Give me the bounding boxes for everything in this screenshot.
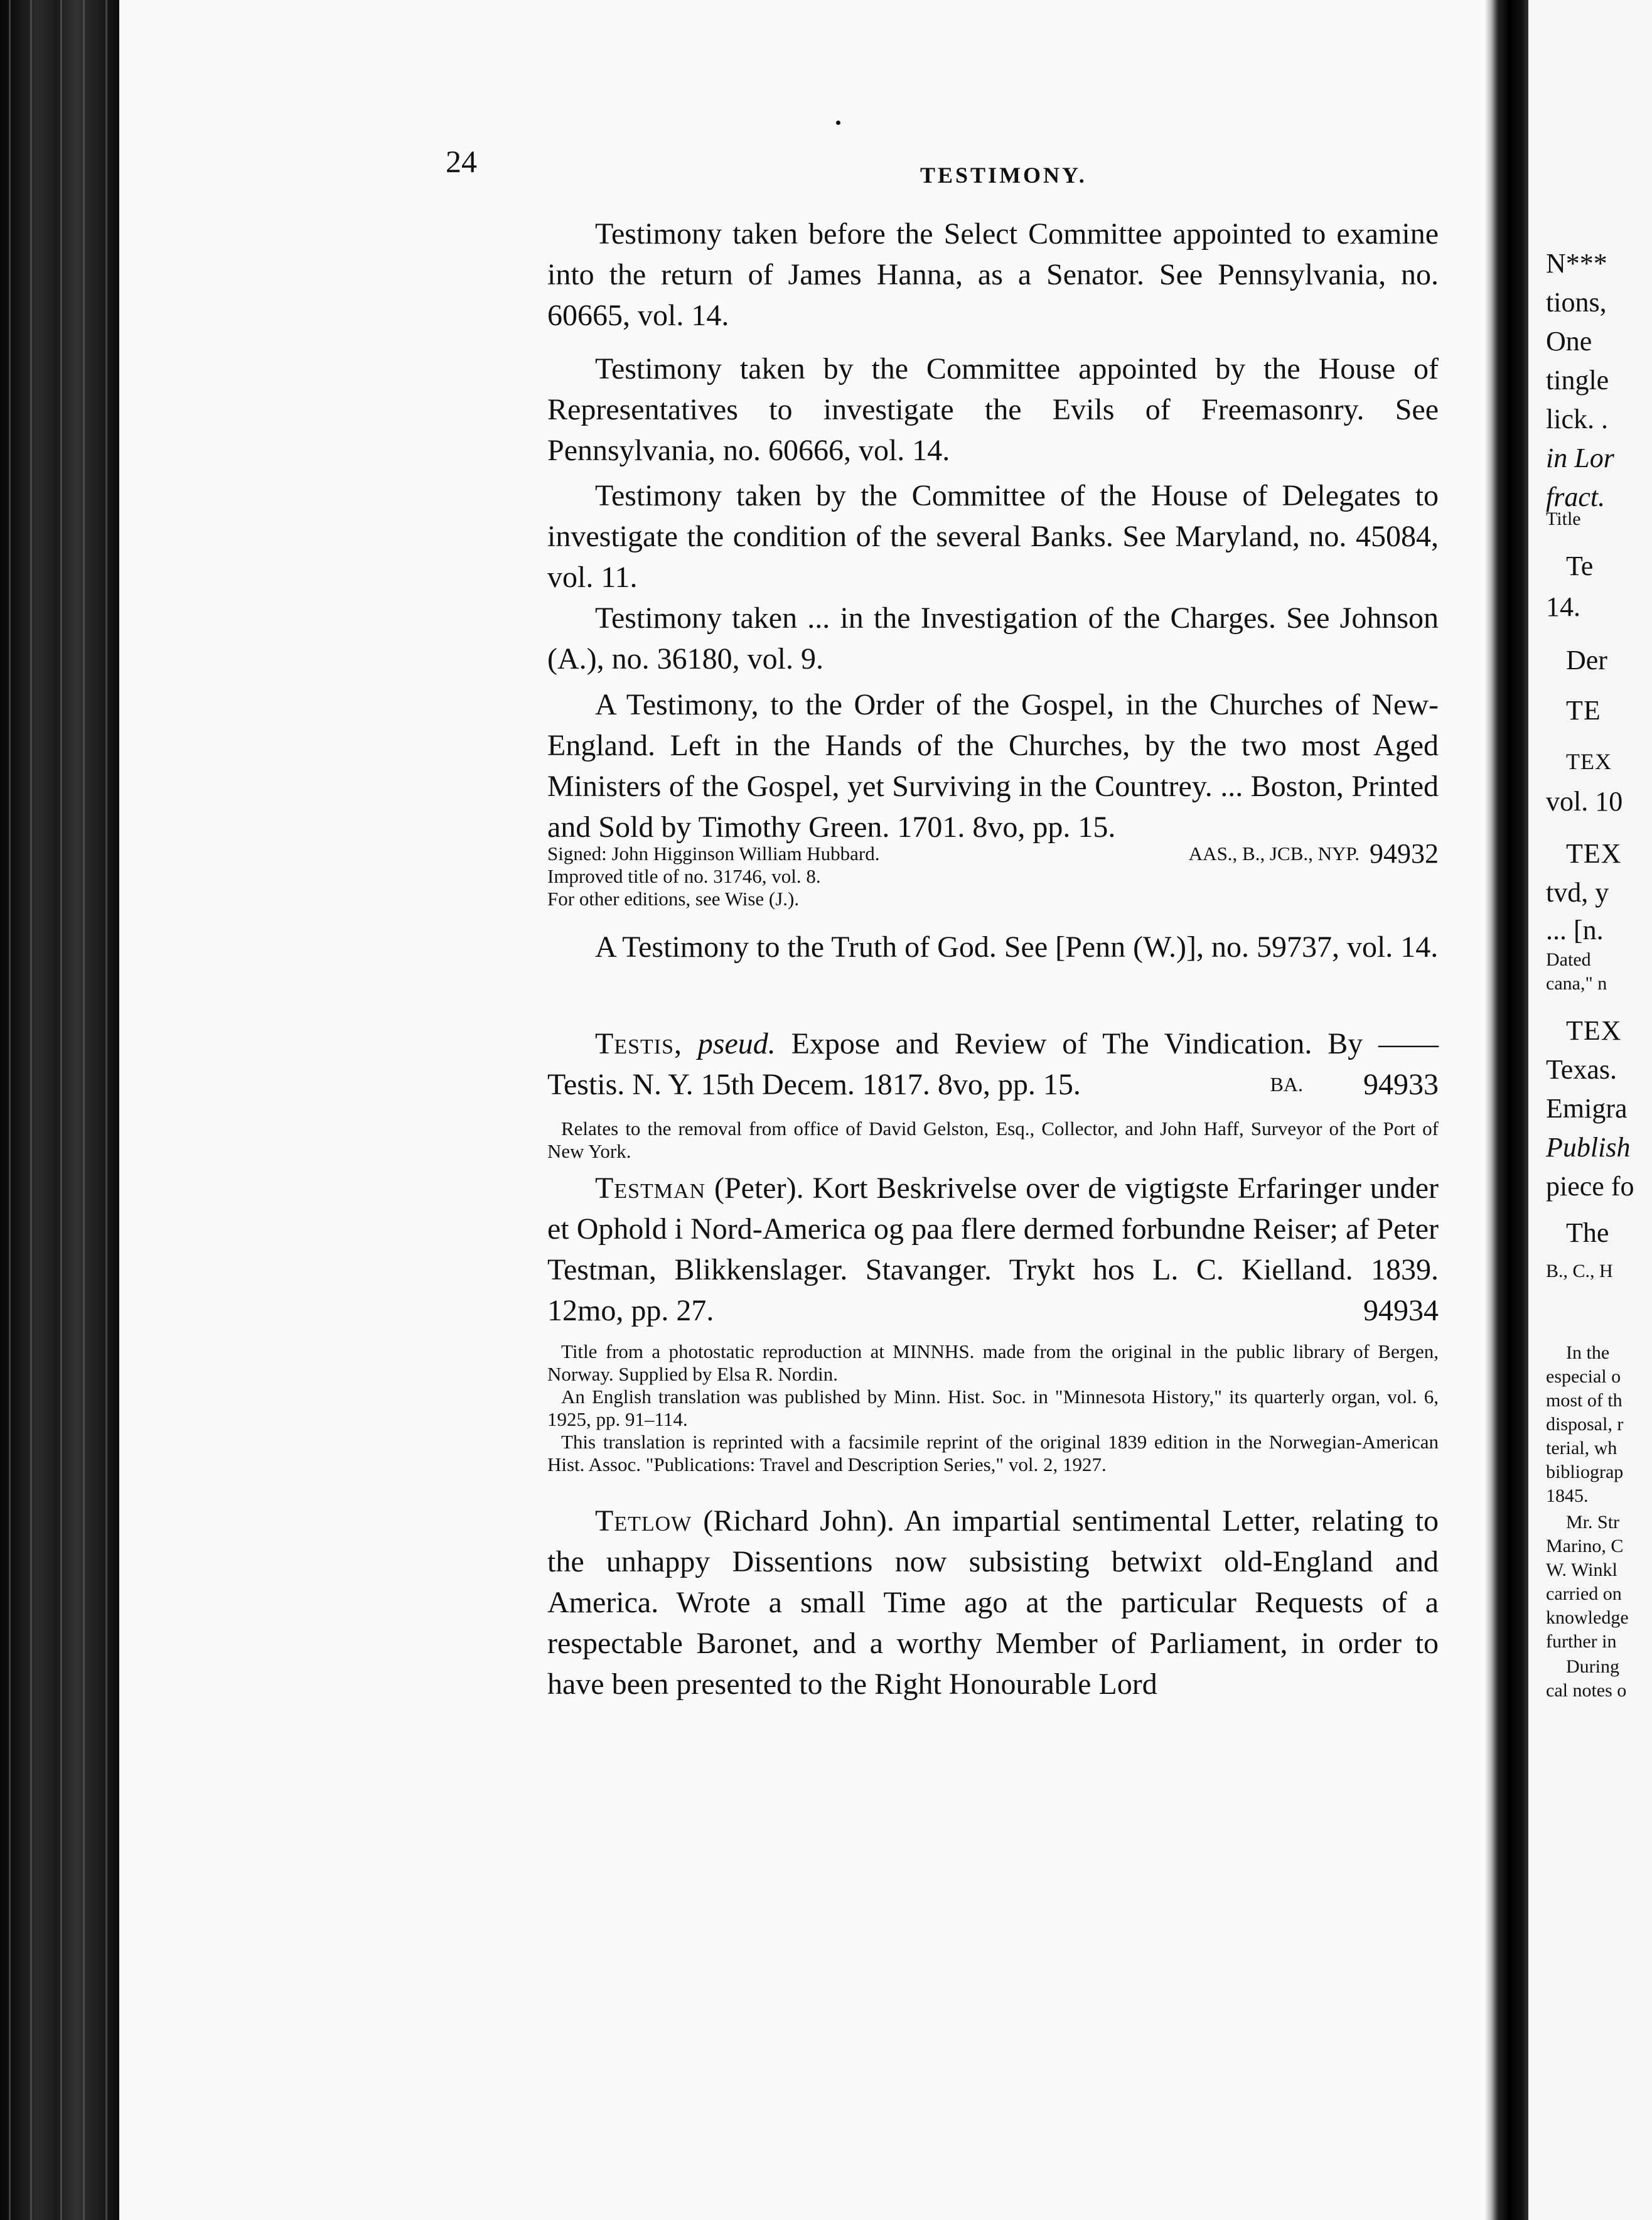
- ink-dot: [836, 121, 840, 125]
- entry-number: 94934: [1363, 1294, 1439, 1327]
- entry-heading: Testman: [595, 1172, 706, 1205]
- entry-text: Testimony taken before the Select Committee appointed to examine into the return of James Hanna, as a Senator. See Pennsylvania, no. 60665, vol. 14.: [547, 217, 1439, 332]
- facing-page-line: 14.: [1546, 591, 1580, 622]
- facing-page-line: TE: [1566, 695, 1601, 726]
- page-gutter: [1484, 0, 1528, 2220]
- entry-notes: [547, 838, 1439, 910]
- entry-text: Expose and Review of The Vindication. By —— Testis. N. Y. 15th Decem. 1817. 8vo, pp. 15.: [547, 1027, 1439, 1101]
- entry-qualifier: pseud.: [697, 1027, 776, 1060]
- facing-page-line: W. Winkl: [1546, 1560, 1617, 1580]
- note-line: An English translation was published by Minn. Hist. Soc. in "Minnesota History," its quarterly organ, vol. 6, 1925, pp. 91–114.: [547, 1386, 1439, 1430]
- bibliography-entry: [547, 213, 1439, 336]
- facing-page-line: In the: [1566, 1342, 1610, 1363]
- facing-page-line: One: [1546, 326, 1592, 357]
- facing-page-line: knowledge: [1546, 1607, 1629, 1628]
- facing-page-line: Marino, C: [1546, 1536, 1624, 1556]
- facing-page-line: vol. 10: [1546, 786, 1623, 817]
- facing-page-line: cana," n: [1546, 973, 1607, 994]
- note-signed: Signed: John Higginson William Hubbard.: [547, 843, 880, 865]
- entry-text: (Peter). Kort Beskrivelse over de vigtigste Erfaringer under et Ophold i Nord-America og paa flere dermed forbundne Reiser; af Peter Testman, Blikkenslager. Stavanger. Trykt hos L. C. Kielland. 1839. 12mo, pp. 27.: [547, 1172, 1439, 1327]
- entry-text: Testimony taken by the Committee of the House of Delegates to investigate the condition of the several Banks. See Maryland, no. 45084, vol. 11.: [547, 479, 1439, 594]
- note-line: For other editions, see Wise (J.).: [547, 888, 800, 910]
- bibliography-entry: [547, 475, 1439, 598]
- note-line: Title from a photostatic reproduction at MINNHS. made from the original in the public library of Bergen, Norway. Supplied by Elsa R. Nordin.: [547, 1340, 1439, 1385]
- facing-page-line: further in: [1546, 1631, 1617, 1652]
- facing-page-line: tingle: [1546, 365, 1609, 396]
- bibliography-entry: [547, 1501, 1439, 1705]
- facing-page-line: tvd, y: [1546, 877, 1609, 908]
- facing-page-line: TEX: [1566, 838, 1622, 869]
- entry-locations: BA.: [1270, 1073, 1303, 1096]
- facing-page-line: TEX: [1566, 749, 1612, 774]
- facing-page-line: B., C., H: [1546, 1261, 1613, 1281]
- entry-text: Testimony taken by the Committee appointed by the House of Representatives to investigate the Evils of Freemasonry. See Pennsylvania, no. 60666, vol. 14.: [547, 352, 1439, 467]
- facing-page-line: Title: [1546, 509, 1581, 529]
- facing-page-line: fract.: [1546, 482, 1606, 512]
- note-line: Relates to the removal from office of David Gelston, Esq., Collector, and John Haff, Surveyor of the Port of New York.: [547, 1118, 1439, 1162]
- entry-locations: AAS., B., JCB., NYP.: [1188, 843, 1360, 865]
- bibliography-entry: [547, 598, 1439, 679]
- facing-page-line: The: [1566, 1217, 1609, 1248]
- page-number: 24: [446, 144, 477, 179]
- facing-page-line: tions,: [1546, 287, 1607, 318]
- facing-page-fragment: [1528, 0, 1652, 2220]
- facing-page-line: Der: [1566, 645, 1607, 676]
- bibliography-entry: [547, 348, 1439, 471]
- facing-page-line: TEX: [1566, 1015, 1622, 1046]
- entry-text: A Testimony, to the Order of the Gospel, in the Churches of New-England. Left in the Hands of the Churches, by the two most Aged Ministers of the Gospel, yet Surviving in the Countrey. ... Boston, Printed and Sold by Timothy Green. 1701. 8vo, pp. 15.: [547, 688, 1439, 844]
- entry-number: 94932: [1370, 838, 1439, 869]
- facing-page-line: especial o: [1546, 1366, 1621, 1387]
- facing-page-line: carried on: [1546, 1583, 1622, 1604]
- facing-page-line: Te: [1566, 551, 1594, 581]
- bibliography-entry: [547, 927, 1439, 967]
- facing-page-line: cal notes o: [1546, 1680, 1627, 1701]
- bibliography-entry: [547, 1168, 1439, 1331]
- facing-page-line: in Lor: [1546, 443, 1614, 473]
- note-line: Improved title of no. 31746, vol. 8.: [547, 865, 821, 887]
- facing-page-line: most of th: [1546, 1390, 1622, 1411]
- facing-page-line: piece fo: [1546, 1171, 1634, 1202]
- facing-page-line: During: [1566, 1656, 1619, 1677]
- entry-text: A Testimony to the Truth of God. See [Penn (W.)], no. 59737, vol. 14.: [595, 930, 1439, 964]
- entry-notes: [547, 1340, 1439, 1476]
- entry-text: (Richard John). An impartial sentimental Letter, relating to the unhappy Dissentions now subsisting betwixt old-England and America. Wrote a small Time ago at the particular Requests of a respectable Baronet, and a worthy Member of Parliament, in order to have been presented to the Right Honourable Lord: [547, 1504, 1439, 1701]
- note-line: This translation is reprinted with a facsimile reprint of the original 1839 edition in the Norwegian-American Hist. Assoc. "Publications: Travel and Description Series," vol. 2, 1927.: [547, 1431, 1439, 1475]
- facing-page-line: lick. .: [1546, 404, 1608, 434]
- facing-page-line: Texas.: [1546, 1054, 1617, 1085]
- facing-page-line: Emigra: [1546, 1093, 1628, 1124]
- facing-page-line: N***: [1546, 248, 1607, 279]
- facing-page-line: disposal, r: [1546, 1414, 1624, 1435]
- facing-page-line: Publish: [1546, 1132, 1631, 1163]
- facing-page-line: terial, wh: [1546, 1438, 1617, 1458]
- book-binding-edge: [0, 0, 119, 2220]
- bibliography-entry: [547, 684, 1439, 848]
- facing-page-line: Mr. Str: [1566, 1512, 1620, 1533]
- entry-notes: [547, 1118, 1439, 1163]
- facing-page-line: ... [n.: [1546, 915, 1604, 946]
- entry-heading: Testis,: [595, 1027, 682, 1060]
- entry-heading: Tetlow: [595, 1504, 692, 1538]
- running-head: TESTIMONY.: [920, 163, 1087, 188]
- facing-page-line: 1845.: [1546, 1485, 1589, 1506]
- bibliography-entry: [547, 1023, 1439, 1105]
- facing-page-line: Dated: [1546, 949, 1591, 970]
- entry-text: Testimony taken ... in the Investigation of the Charges. See Johnson (A.), no. 36180, vol. 9.: [547, 601, 1439, 676]
- entry-number: 94933: [1363, 1068, 1439, 1101]
- facing-page-line: bibliograp: [1546, 1462, 1624, 1482]
